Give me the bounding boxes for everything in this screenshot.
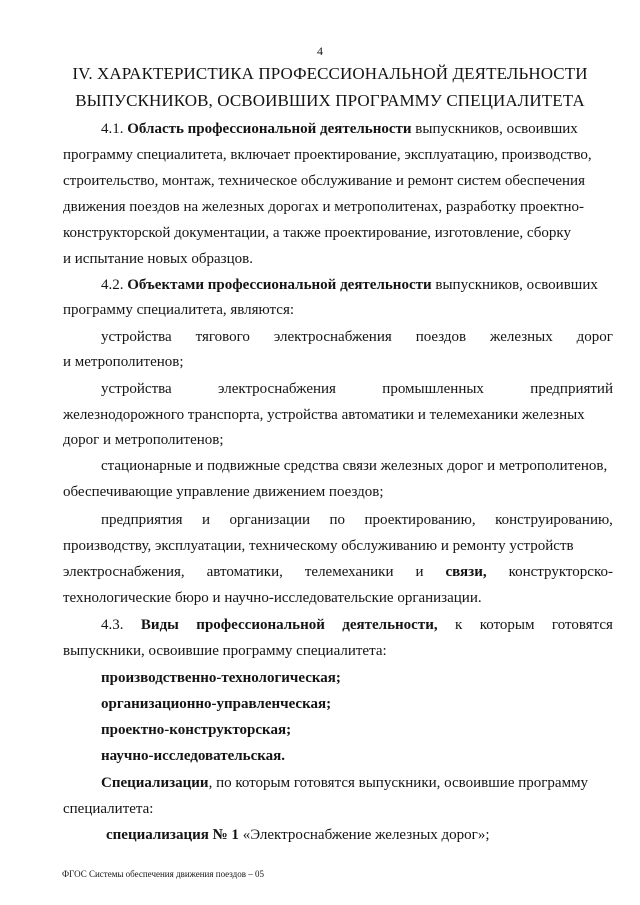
section-title-line2: ВЫПУСКНИКОВ, ОСВОИВШИХ ПРОГРАММУ СПЕЦИАЛИТЕТА: [75, 91, 585, 110]
activity-type-label: организационно-управленческая;: [101, 696, 332, 712]
p41-line1: [101, 121, 613, 138]
p41-line2: программу специалитета, включает проектирование, эксплуатацию, производство,: [63, 147, 592, 163]
p42-item4-line3: [63, 564, 613, 581]
p42-item2-line1: [101, 381, 613, 398]
activity-type-label: проектно-конструкторская;: [101, 722, 292, 738]
word: которым: [479, 617, 535, 633]
word: к: [455, 617, 463, 633]
word-bold: профессиональной: [196, 617, 325, 633]
word: железных: [490, 329, 553, 345]
spec-item1-bold: специализация № 1: [106, 827, 239, 843]
p42-rest: выпускников, освоивших: [435, 277, 598, 293]
word: конструированию,: [495, 512, 613, 528]
word: тягового: [195, 329, 250, 345]
word: электроснабжения,: [63, 564, 185, 580]
word: устройства: [101, 381, 172, 397]
word: поездов: [415, 329, 467, 345]
activity-type-item: [101, 722, 613, 739]
word: и: [202, 512, 211, 528]
word: электроснабжения: [218, 381, 336, 397]
word: и: [415, 564, 424, 580]
p42-item1-line1: [101, 329, 613, 346]
p42-item4-line4: технологические бюро и научно-исследовательские организации.: [63, 590, 482, 606]
word: проектированию,: [364, 512, 476, 528]
word: предприятий: [530, 381, 613, 397]
activity-type-item: [101, 670, 613, 687]
spec-bold: Специализации: [101, 775, 209, 791]
p42-item4-line1: [101, 512, 613, 529]
word: автоматики,: [206, 564, 283, 580]
p43-line2: выпускники, освоившие программу специалитета:: [63, 643, 387, 659]
spec-rest: , по которым готовятся выпускники, освоившие программу: [208, 775, 589, 791]
page-footer: ФГОС Системы обеспечения движения поездов – 05: [62, 869, 265, 879]
word: телемеханики: [304, 564, 394, 580]
section-title-line1: IV. ХАРАКТЕРИСТИКА ПРОФЕССИОНАЛЬНОЙ ДЕЯТЕЛЬНОСТИ: [72, 64, 588, 83]
activity-type-item: [101, 696, 613, 713]
p41-line4: движения поездов на железных дорогах и метрополитенах, разработку проектно-: [63, 199, 584, 215]
word: конструкторско-: [508, 564, 613, 580]
activity-type-item: [101, 748, 613, 765]
word: организации: [229, 512, 311, 528]
word: промышленных: [382, 381, 484, 397]
p43-number: 4.3.: [101, 617, 124, 633]
p42-number: 4.2.: [101, 277, 124, 293]
p43-line1: [101, 617, 613, 634]
word: устройства: [101, 329, 172, 345]
p41-line5: конструкторской документации, а также проектирование, изготовление, сборку: [63, 225, 571, 241]
page-number: 4: [317, 44, 323, 58]
p41-line3: строительство, монтаж, техническое обслуживание и ремонт систем обеспечения: [63, 173, 585, 189]
activity-type-label: научно-исследовательская.: [101, 748, 286, 764]
p42-item2-line3: дорог и метрополитенов;: [63, 432, 224, 448]
word-bold: Виды: [140, 617, 179, 633]
p42-line2: программу специалитета, являются:: [63, 302, 295, 318]
word-bold: деятельности,: [342, 617, 438, 633]
word: готовятся: [551, 617, 613, 633]
word: по: [329, 512, 346, 528]
word: предприятия: [101, 512, 183, 528]
p42-item2-line2: железнодорожного транспорта, устройства автоматики и телемеханики железных: [63, 407, 585, 423]
word: электроснабжения: [273, 329, 392, 345]
p41-bold: Область профессиональной деятельности: [127, 121, 412, 137]
p42-line1: [101, 277, 613, 294]
p41-line6: и испытание новых образцов.: [63, 251, 253, 267]
spec-item1: [106, 827, 618, 844]
p42-item3-line2: обеспечивающие управление движением поездов;: [63, 484, 384, 500]
p42-item4-line2: производству, эксплуатации, техническому обслуживанию и ремонту устройств: [63, 538, 574, 554]
p41-number: 4.1.: [101, 121, 124, 137]
p42-item3-line1: стационарные и подвижные средства связи железных дорог и метрополитенов,: [101, 458, 608, 474]
p41-rest: выпускников, освоивших: [415, 121, 578, 137]
word: дорог: [576, 329, 613, 345]
spec-item1-rest: «Электроснабжение железных дорог»;: [238, 827, 490, 843]
spec-line2: специалитета:: [63, 801, 154, 817]
p42-bold: Объектами профессиональной деятельности: [127, 277, 432, 293]
spec-line1: [101, 775, 613, 792]
activity-type-label: производственно-технологическая;: [101, 670, 341, 686]
p42-item1-line2: и метрополитенов;: [63, 354, 184, 370]
word-bold: связи,: [445, 564, 487, 580]
